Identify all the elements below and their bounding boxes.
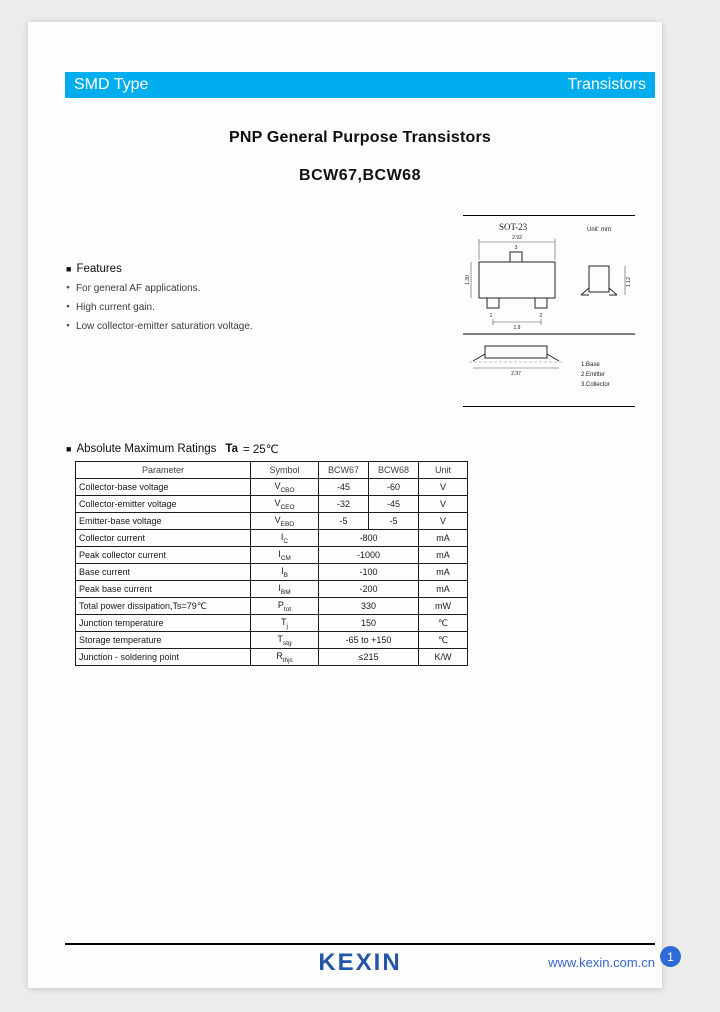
feature-item: [66, 283, 253, 294]
cell-unit: mA: [419, 581, 468, 598]
cell-value: -100: [319, 564, 419, 581]
cell-unit: ℃: [419, 615, 468, 632]
ratings-heading: [66, 442, 279, 456]
cell-bcw68: -5: [369, 513, 419, 530]
symbol-sub: C: [283, 537, 289, 545]
cell-unit: V: [419, 513, 468, 530]
legend-collector: 3.Collector: [581, 382, 610, 388]
legend-emitter: 2.Emitter: [581, 372, 606, 378]
dim-body-label: 1.30: [465, 275, 471, 285]
cell-value: ≤215: [319, 649, 419, 666]
cell-parameter: Total power dissipation,Ts=79℃: [76, 598, 251, 615]
symbol-base: T: [277, 633, 283, 644]
cell-unit: mA: [419, 564, 468, 581]
cell-symbol: [251, 632, 319, 649]
cell-unit: mW: [419, 598, 468, 615]
page-number-badge: 1: [660, 946, 681, 967]
cell-parameter: Storage temperature: [76, 632, 251, 649]
col-bcw67: BCW67: [319, 462, 369, 479]
dim-pitch-label: 1.9: [513, 325, 521, 331]
feature-item-label: Low collector-emitter saturation voltage.: [75, 321, 253, 332]
symbol-sub: BM: [280, 588, 291, 596]
symbol-base: P: [277, 599, 284, 610]
symbol-sub: CBO: [280, 486, 295, 494]
symbol-sub: CEO: [280, 503, 295, 511]
table-row: [76, 649, 468, 666]
symbol-sub: tot: [283, 605, 292, 613]
cell-value: 330: [319, 598, 419, 615]
dim-span-label: 2.37: [511, 371, 521, 377]
cell-symbol: [251, 615, 319, 632]
bullet-icon: ●: [66, 284, 70, 292]
cell-parameter: Peak collector current: [76, 547, 251, 564]
table-row: [76, 564, 468, 581]
symbol-base: I: [278, 582, 281, 593]
legend-base: 1.Base: [581, 362, 600, 368]
part-numbers: BCW67,BCW68: [299, 167, 421, 184]
col-unit: Unit: [419, 462, 468, 479]
unit-note: Unit: mm: [587, 227, 611, 233]
col-bcw68: BCW68: [369, 462, 419, 479]
table-row: [76, 615, 468, 632]
cell-bcw68: -45: [369, 496, 419, 513]
symbol-sub: B: [283, 571, 288, 579]
cell-unit: V: [419, 479, 468, 496]
page-title: PNP General Purpose Transistors: [228, 129, 491, 146]
table-header-row: [76, 462, 468, 479]
square-bullet-icon: ■: [66, 263, 72, 274]
cell-value: 150: [319, 615, 419, 632]
package-drawing-svg: [463, 216, 635, 406]
bullet-icon: ●: [66, 303, 70, 311]
cell-symbol: [251, 547, 319, 564]
cell-value: -800: [319, 530, 419, 547]
symbol-sub: thjs: [282, 656, 293, 664]
symbol-sub: CM: [280, 554, 291, 562]
header-bar: [65, 72, 655, 98]
cell-unit: V: [419, 496, 468, 513]
package-top-view: [479, 252, 555, 308]
features-heading: [66, 263, 253, 275]
website-link[interactable]: www.kexin.com.cn: [548, 955, 655, 970]
cell-symbol: [251, 496, 319, 513]
symbol-base: I: [280, 531, 284, 542]
cell-parameter: Peak base current: [76, 581, 251, 598]
table-row: [76, 479, 468, 496]
symbol-base: V: [274, 480, 281, 491]
cell-parameter: Collector-emitter voltage: [76, 496, 251, 513]
package-label: SOT-23: [499, 222, 528, 232]
table-row: [76, 547, 468, 564]
pin-2-label: 2: [539, 313, 543, 319]
feature-item-label: For general AF applications.: [75, 283, 201, 294]
symbol-base: V: [274, 514, 281, 525]
pin-3-label: 3: [514, 245, 518, 251]
package-side-view: [469, 346, 563, 362]
absolute-maximum-ratings-table: [75, 461, 468, 666]
cell-value: -65 to +150: [319, 632, 419, 649]
cell-symbol: [251, 581, 319, 598]
cell-symbol: [251, 479, 319, 496]
cell-parameter: Collector-base voltage: [76, 479, 251, 496]
cell-parameter: Emitter-base voltage: [76, 513, 251, 530]
cell-unit: mA: [419, 547, 468, 564]
cell-value: -200: [319, 581, 419, 598]
cell-unit: mA: [419, 530, 468, 547]
symbol-base: V: [274, 497, 281, 508]
symbol-base: R: [276, 650, 283, 661]
feature-item: [66, 302, 253, 313]
table-row: [76, 598, 468, 615]
cell-parameter: Junction - soldering point: [76, 649, 251, 666]
symbol-sub: j: [286, 622, 288, 630]
table-row: [76, 513, 468, 530]
cell-symbol: [251, 513, 319, 530]
ratings-condition-name: Ta: [225, 443, 238, 455]
package-figure: [463, 215, 635, 407]
cell-bcw67: -32: [319, 496, 369, 513]
table-row: [76, 632, 468, 649]
table-row: [76, 581, 468, 598]
symbol-base: I: [278, 548, 281, 559]
cell-bcw68: -60: [369, 479, 419, 496]
cell-bcw67: -45: [319, 479, 369, 496]
header-left-label: SMD Type: [74, 76, 149, 93]
footer-rule: [65, 943, 655, 945]
symbol-sub: EBO: [280, 520, 295, 528]
table-row: [76, 530, 468, 547]
cell-symbol: [251, 649, 319, 666]
package-end-view: [581, 266, 617, 295]
ratings-condition-value: = 25℃: [243, 444, 279, 456]
ratings-heading-label: Absolute Maximum Ratings: [76, 443, 217, 455]
cell-unit: ℃: [419, 632, 468, 649]
table-row: [76, 496, 468, 513]
cell-parameter: Collector current: [76, 530, 251, 547]
datasheet-page: [28, 22, 674, 988]
dim-width-label: 2.92: [512, 235, 522, 241]
symbol-base: T: [281, 616, 287, 627]
cell-symbol: [251, 564, 319, 581]
col-parameter: Parameter: [76, 462, 251, 479]
header-right-label: Transistors: [567, 76, 646, 93]
cell-parameter: Base current: [76, 564, 251, 581]
symbol-base: I: [281, 565, 284, 576]
symbol-sub: stg: [282, 639, 292, 647]
cell-parameter: Junction temperature: [76, 615, 251, 632]
kexin-logo: KEXIN: [318, 949, 402, 976]
dim-height-label: 1.12: [626, 277, 632, 287]
pin-1-label: 1: [489, 313, 493, 319]
feature-item-label: High current gain.: [75, 302, 155, 313]
cell-symbol: [251, 530, 319, 547]
cell-value: -1000: [319, 547, 419, 564]
feature-item: [66, 321, 253, 332]
square-bullet-icon: ■: [66, 443, 72, 454]
bullet-icon: ●: [66, 322, 70, 330]
cell-symbol: [251, 598, 319, 615]
features-section: [66, 263, 253, 332]
cell-bcw67: -5: [319, 513, 369, 530]
col-symbol: Symbol: [251, 462, 319, 479]
features-heading-label: Features: [76, 263, 122, 275]
cell-unit: K/W: [419, 649, 468, 666]
